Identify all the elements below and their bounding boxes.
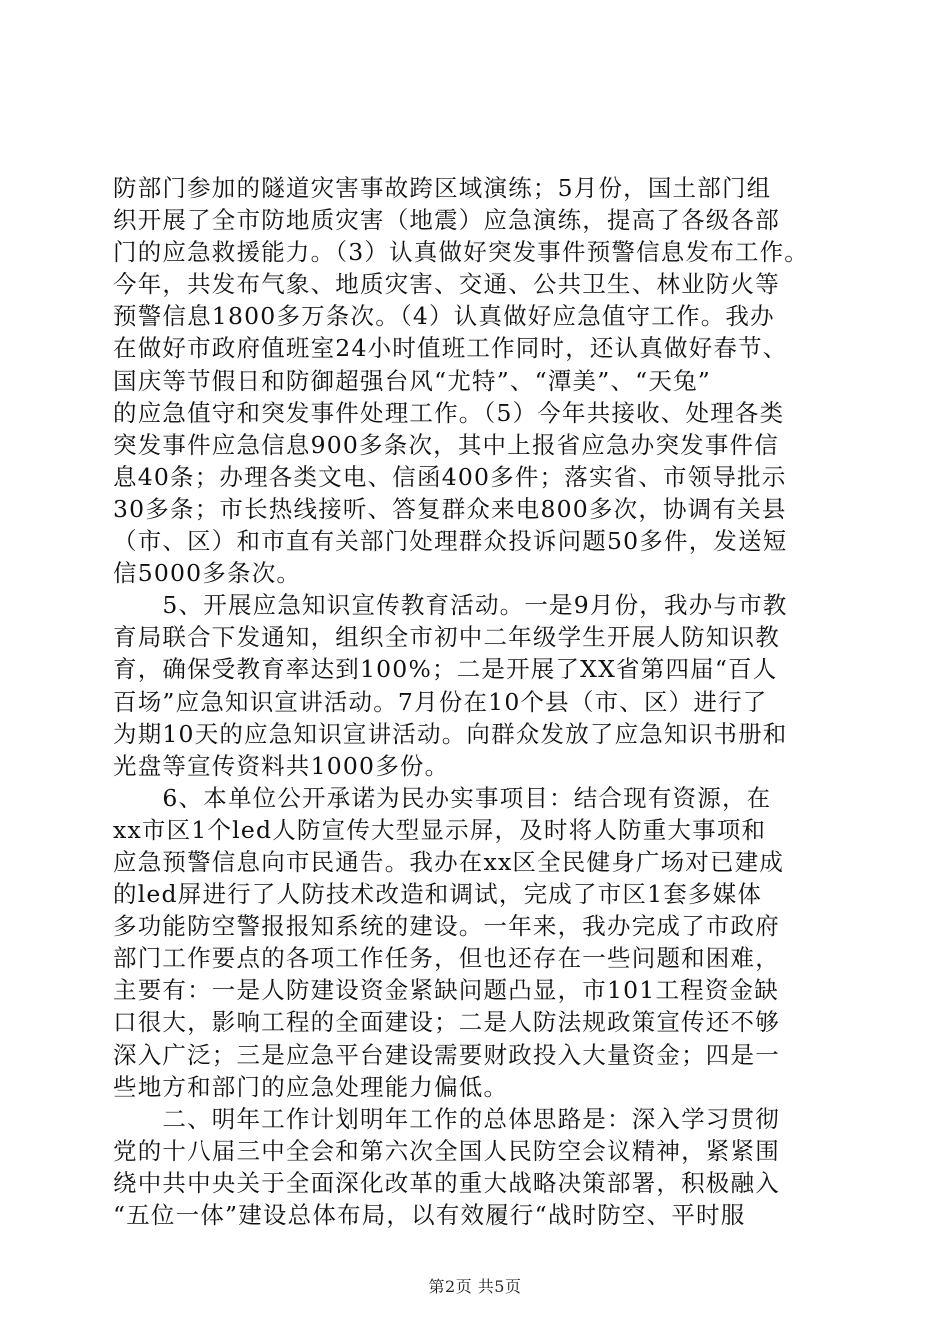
text-line: 国庆等节假日和防御超强台风“尤特”、“潭美”、“天兔” bbox=[113, 366, 711, 395]
text-line: 5、开展应急知识宣传教育活动。一是9月份，我办与市教 bbox=[113, 591, 788, 620]
text-line: 部门工作要点的各项工作任务，但也还存在一些问题和困难， bbox=[113, 944, 780, 973]
paragraph-emergency-drills bbox=[113, 172, 843, 589]
text-line: 门的应急救援能力。（3）认真做好突发事件预警信息发布工作。 bbox=[113, 238, 810, 267]
text-line: xx市区1个led人防宣传大型显示屏，及时将人防重大事项和 bbox=[113, 815, 767, 844]
text-line: 6、本单位公开承诺为民办实事项目：结合现有资源，在 bbox=[113, 783, 772, 812]
text-line: 主要有：一是人防建设资金紧缺问题凸显，市101工程资金缺 bbox=[113, 976, 779, 1005]
text-line: “五位一体”建设总体布局，以有效履行“战时防空、平时服 bbox=[113, 1201, 746, 1229]
text-line: 口很大，影响工程的全面建设；二是人防法规政策宣传还不够 bbox=[113, 1008, 780, 1037]
text-line: 信5000多条次。 bbox=[113, 559, 302, 588]
text-line: 息40条；办理各类文电、信函400多件；落实省、市领导批示 bbox=[113, 462, 787, 491]
text-line: 多功能防空警报报知系统的建设。一年来，我办完成了市政府 bbox=[113, 912, 780, 941]
text-line: 今年，共发布气象、地质灾害、交通、公共卫生、林业防火等 bbox=[113, 270, 780, 299]
text-line: （市、区）和市直有关部门处理群众投诉问题50多件，发送短 bbox=[113, 527, 788, 556]
text-line: 绕中共中央关于全面深化改革的重大战略决策部署，积极融入 bbox=[113, 1168, 780, 1197]
text-line: 百场”应急知识宣讲活动。7月份在10个县（市、区）进行了 bbox=[113, 687, 768, 716]
text-line: 光盘等宣传资料共1000多份。 bbox=[113, 751, 450, 780]
paragraph-next-year-plan bbox=[113, 1103, 843, 1231]
text-line: 育，确保受教育率达到100%；二是开展了XX省第四届“百人 bbox=[113, 655, 778, 684]
text-line: 党的十八届三中全会和第六次全国人民防空会议精神，紧紧围 bbox=[113, 1136, 780, 1165]
text-line: 的led屏进行了人防技术改造和调试，完成了市区1套多媒体 bbox=[113, 880, 763, 909]
text-line: 突发事件应急信息900多条次，其中上报省应急办突发事件信 bbox=[113, 430, 779, 459]
text-line: 在做好市政府值班室24小时值班工作同时，还认真做好春节、 bbox=[113, 334, 788, 363]
paragraph-public-commitments bbox=[113, 782, 843, 1103]
paragraph-education-activities bbox=[113, 589, 843, 782]
text-line: 预警信息1800多万条次。（4）认真做好应急值守工作。我办 bbox=[113, 302, 775, 331]
text-line: 防部门参加的隧道灾害事故跨区域演练；5月份，国土部门组 bbox=[113, 174, 772, 202]
text-line: 深入广泛；三是应急平台建设需要财政投入大量资金；四是一 bbox=[113, 1040, 780, 1069]
text-line: 些地方和部门的应急处理能力偏低。 bbox=[113, 1072, 509, 1101]
text-line: 育局联合下发通知，组织全市初中二年级学生开展人防知识教 bbox=[113, 623, 780, 652]
document-body bbox=[113, 172, 843, 1231]
text-line: 30多条；市长热线接听、答复群众来电800多次，协调有关县 bbox=[113, 494, 787, 523]
text-line: 应急预警信息向市民通告。我办在xx区全民健身广场对已建成 bbox=[113, 847, 785, 876]
page-number-footer: 第2页 共5页 bbox=[428, 1277, 522, 1296]
text-line: 二、明年工作计划明年工作的总体思路是：深入学习贯彻 bbox=[113, 1104, 780, 1133]
text-line: 为期10天的应急知识宣讲活动。向群众发放了应急知识书册和 bbox=[113, 719, 788, 748]
text-line: 的应急值守和突发事件处理工作。（5）今年共接收、处理各类 bbox=[113, 398, 785, 427]
text-line: 织开展了全市防地质灾害（地震）应急演练，提高了各级各部 bbox=[113, 206, 780, 235]
